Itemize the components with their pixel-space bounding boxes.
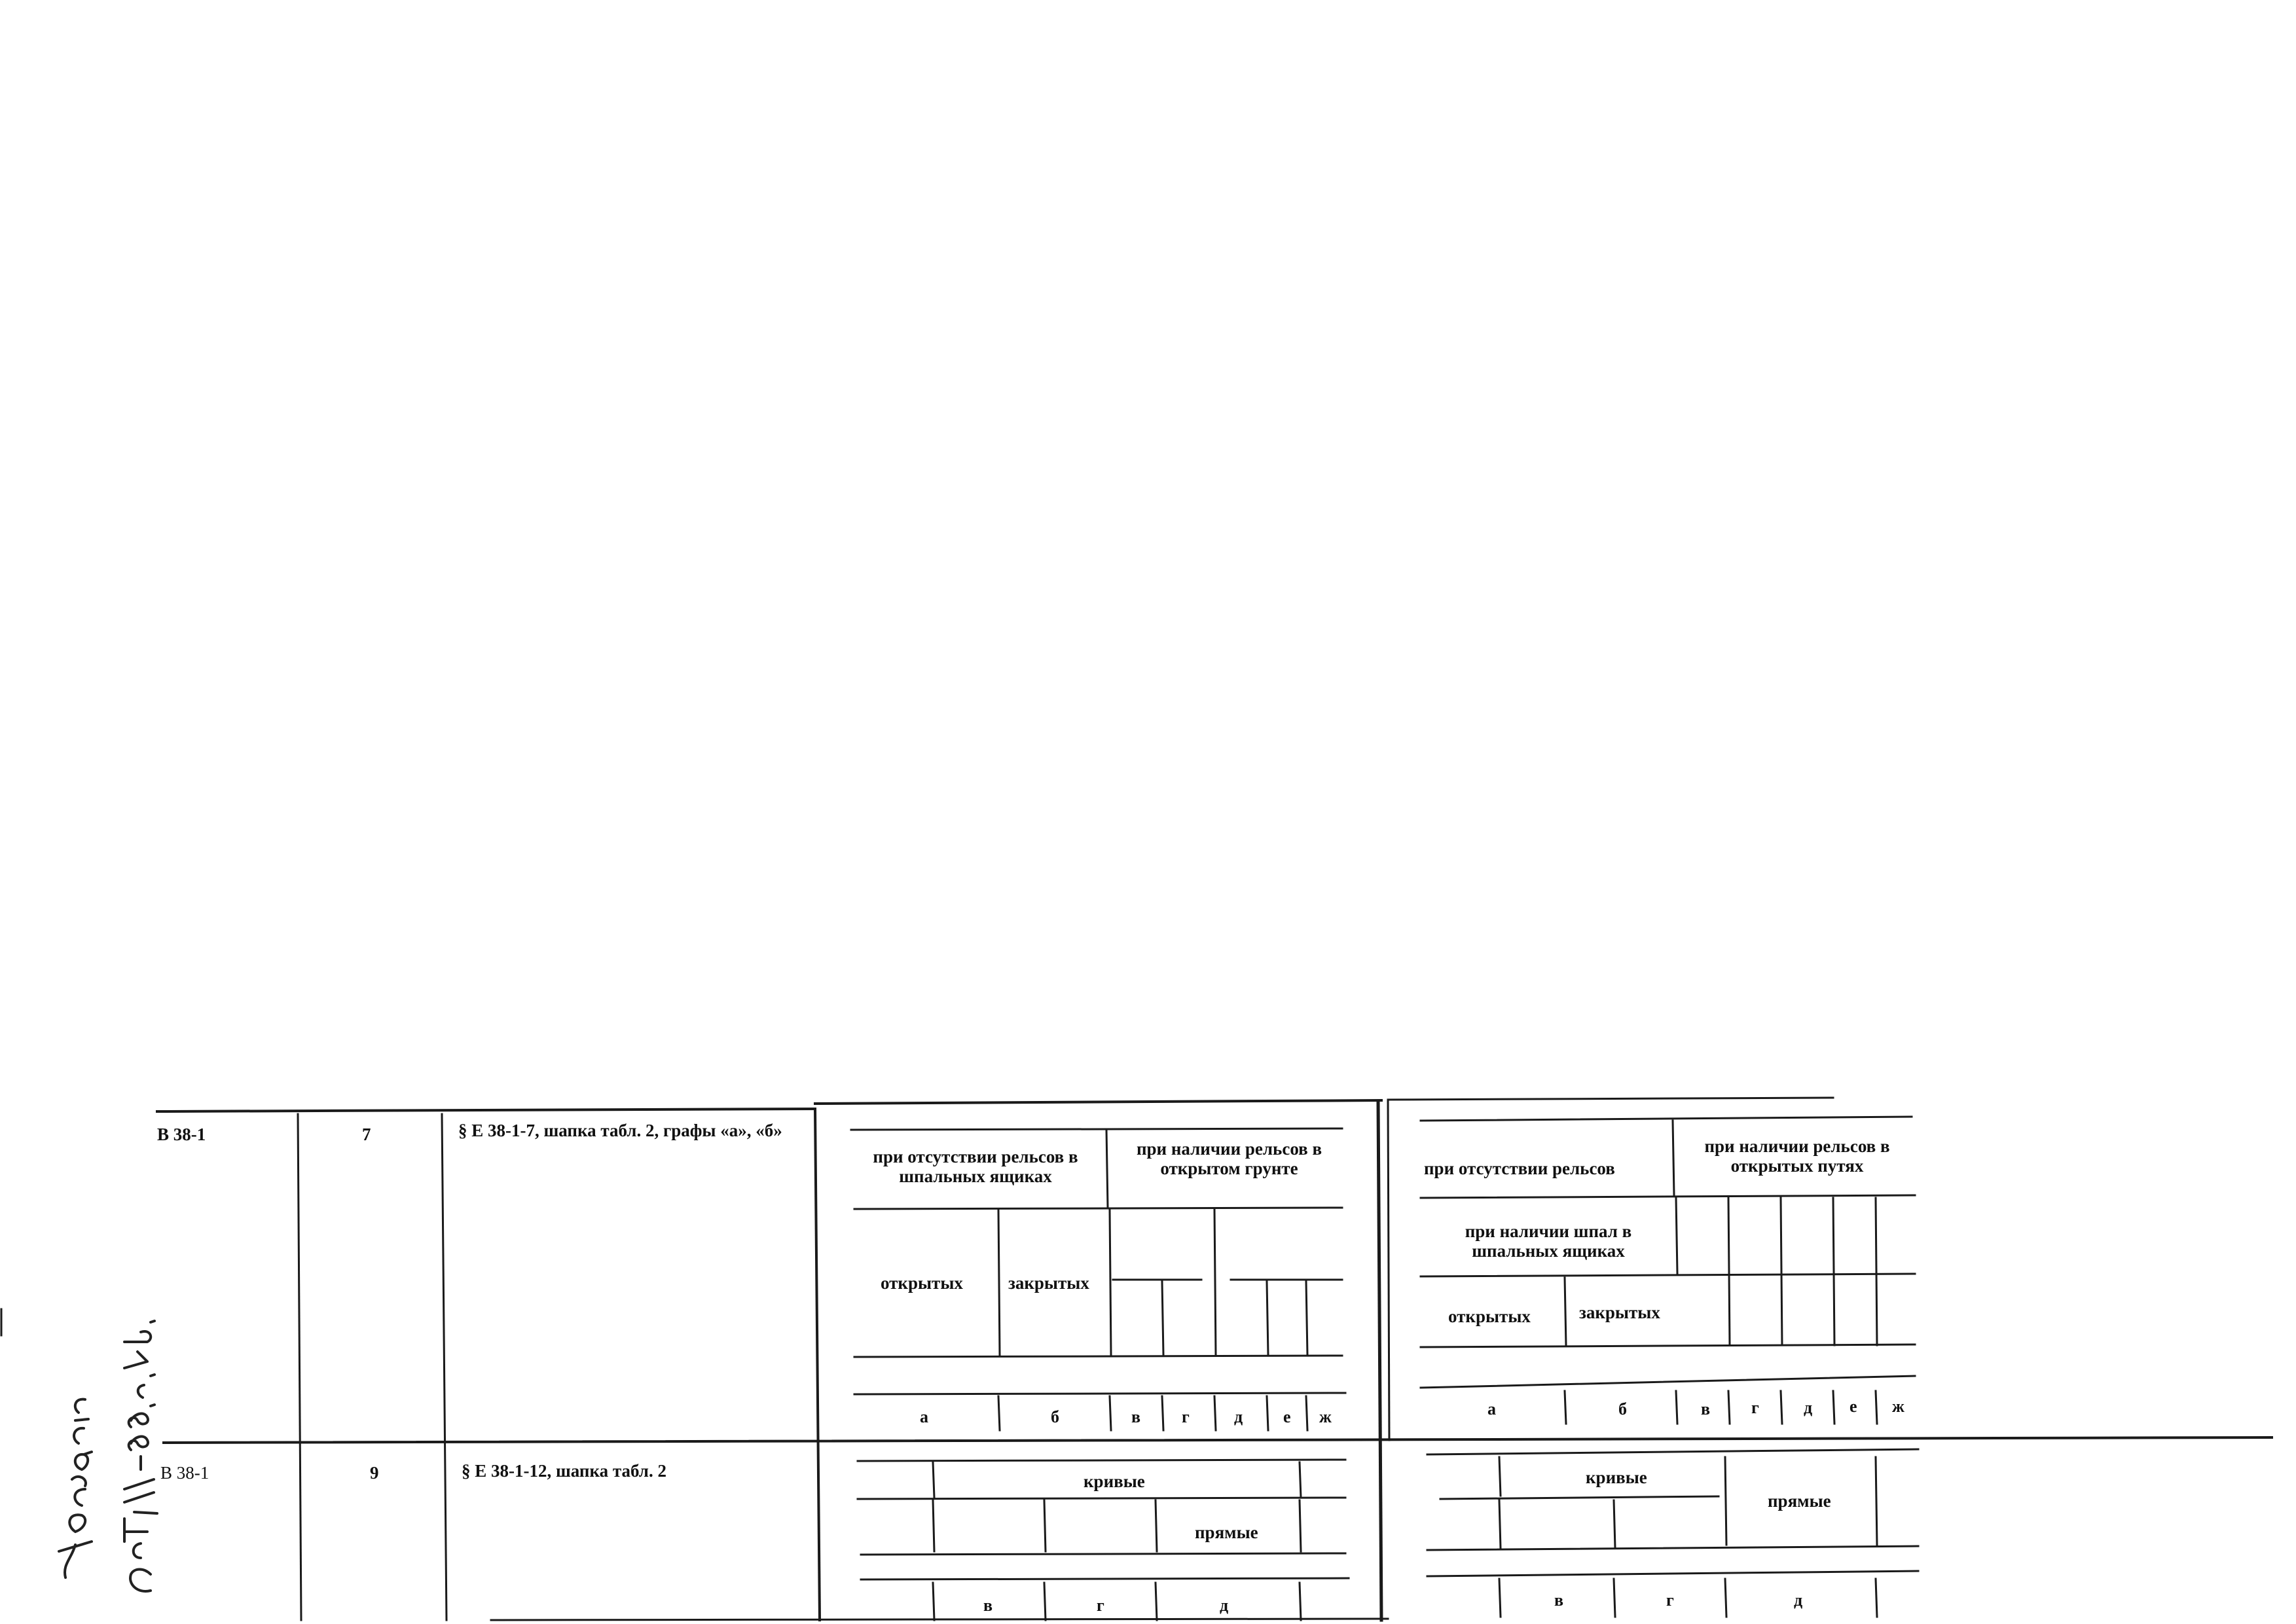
column-letter: в (1554, 1591, 1564, 1610)
row-item: 9 (370, 1463, 379, 1483)
column-letter: б (1618, 1399, 1627, 1418)
column-letter: в (983, 1596, 993, 1615)
header-absent-rails: при отсутствии рельсов в шпальных ящиках (873, 1147, 1078, 1186)
subheader-open: открытых (881, 1273, 963, 1293)
column-letter: д (1794, 1591, 1803, 1610)
column-letter: д (1234, 1407, 1243, 1426)
column-letter: г (1751, 1398, 1759, 1417)
header-curved: кривые (1084, 1471, 1145, 1491)
row-code: В 38-1 (160, 1463, 210, 1483)
subheader-closed: закрытых (1579, 1303, 1660, 1322)
column-letter: ж (1319, 1407, 1332, 1426)
column-letter: г (1182, 1407, 1190, 1426)
header-straight: прямые (1195, 1523, 1258, 1542)
column-letter: а (1487, 1399, 1496, 1418)
row-item: 7 (362, 1125, 371, 1144)
column-letter: в (1131, 1407, 1141, 1426)
subheader-sleepers: при наличии шпал в шпальных ящиках (1465, 1221, 1632, 1261)
column-letter: б (1051, 1407, 1059, 1426)
column-letter: д (1220, 1596, 1229, 1615)
header-straight: прямые (1768, 1491, 1831, 1511)
handwritten-margin-note (26, 1316, 170, 1604)
subheader-closed: закрытых (1008, 1273, 1089, 1293)
header-curved: кривые (1586, 1468, 1647, 1487)
column-letter: г (1097, 1596, 1104, 1615)
column-letter: в (1701, 1399, 1711, 1418)
column-letter: е (1283, 1407, 1291, 1426)
row-reference: § Е 38-1-12, шапка табл. 2 (462, 1461, 666, 1481)
header-present-rails: при наличии рельсов в открытом грунте (1136, 1139, 1322, 1178)
column-letter: а (920, 1407, 928, 1426)
row-code: В 38-1 (157, 1125, 206, 1144)
column-letter: д (1804, 1398, 1813, 1417)
column-letter: г (1666, 1591, 1674, 1610)
subheader-open: открытых (1448, 1307, 1531, 1326)
header-present-rails: при наличии рельсов в открытых путях (1704, 1136, 1890, 1176)
header-absent-rails: при отсутствии рельсов (1424, 1159, 1615, 1178)
row-reference: § Е 38-1-7, шапка табл. 2, графы «а», «б» (458, 1121, 782, 1140)
column-letter: ж (1892, 1397, 1904, 1416)
column-letter: е (1850, 1397, 1857, 1416)
